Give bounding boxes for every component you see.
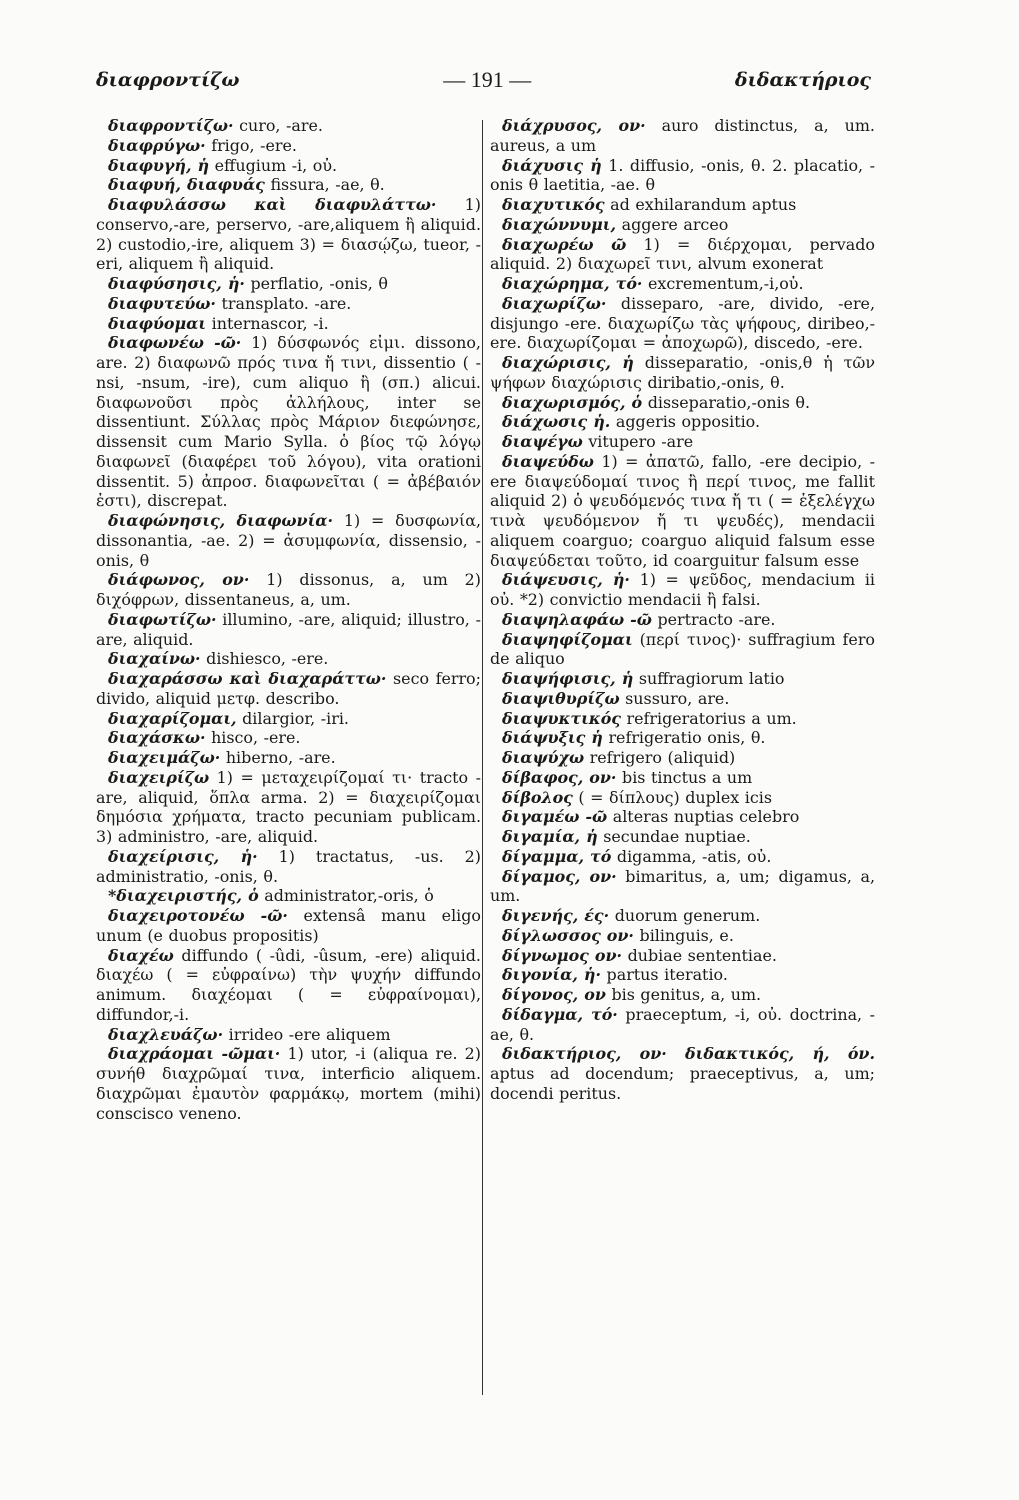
entry-translation: ad exhilarandum aptus xyxy=(610,195,797,214)
entry-headword: διαχάσκω· xyxy=(108,728,206,748)
entry-translation: duorum generum. xyxy=(614,906,761,925)
entry-headword: διαχειροτονέω -ῶ· xyxy=(108,906,288,925)
dictionary-entry xyxy=(490,294,875,353)
entry-translation: praeceptum, -i, οὐ. doctrina, -ae, θ. xyxy=(490,1004,875,1044)
dictionary-entry xyxy=(96,748,481,768)
dictionary-entry xyxy=(490,788,875,808)
entry-translation: bilinguis, e. xyxy=(639,925,734,945)
entry-headword: δίγλωσσος ον· xyxy=(502,925,634,945)
entry-translation: secundae nuptiae. xyxy=(603,827,751,846)
entry-translation: alteras nuptias celebro xyxy=(612,807,800,827)
dictionary-entry xyxy=(490,748,875,768)
entry-headword: διγονία, ἡ· xyxy=(502,965,601,985)
entry-headword: διαχαρίζομαι, xyxy=(108,708,237,728)
entry-translation: aptus ad docendum; praeceptivus, a, um; docendi peritus. xyxy=(490,1064,875,1103)
dictionary-entry xyxy=(490,215,875,235)
entry-translation: bimaritus, a, um; digamus, a, um. xyxy=(490,866,876,906)
entry-translation: refrigeratorius a um. xyxy=(626,708,797,728)
dictionary-entry xyxy=(490,353,875,393)
entry-translation: extensâ manu eligo unum (e duobus propositis) xyxy=(96,906,481,945)
entry-headword: διγαμία, ἡ xyxy=(502,827,598,846)
dictionary-entry xyxy=(490,630,875,670)
dictionary-entry xyxy=(490,610,875,630)
entry-translation: illumino, -are, aliquid; illustro, -are, aliquid. xyxy=(96,609,481,649)
dictionary-entry xyxy=(490,709,875,729)
entry-translation: vitupero -are xyxy=(588,432,694,451)
entry-translation: suffragiorum latio xyxy=(638,669,785,688)
dictionary-entry xyxy=(490,570,875,610)
dictionary-entry xyxy=(490,1005,875,1045)
entry-translation: 1) conservo,-are, perservo, -are,aliquem ἢ aliquid. 2) custodio,-ire, aliquem 3) = διασῴζω, tueor, -eri, aliquem ἢ aliquid. xyxy=(96,195,481,274)
entry-translation: refrigero (aliquid) xyxy=(589,748,736,767)
entry-translation: bis tinctus a um xyxy=(622,767,753,787)
dictionary-entry xyxy=(490,926,875,946)
entry-translation: disseparo, -are, divido, -ere, disjungo -ere. διαχωρίζω τὰς ψήφους, diribeo,-ere. διαχωρίζομαι = ἀποχωρῶ), discedo, -ere. xyxy=(490,293,875,353)
dictionary-entry xyxy=(490,827,875,847)
entry-headword: διαψυκτικός xyxy=(502,708,621,728)
entry-translation: perflatio, -onis, θ xyxy=(250,274,388,293)
dictionary-entry xyxy=(490,116,875,156)
entry-translation: curo, -are. xyxy=(239,116,323,135)
dictionary-entry xyxy=(96,314,481,334)
entry-translation: dubiae sententiae. xyxy=(627,945,777,965)
entry-headword: διαφύσησις, ἡ· xyxy=(108,274,245,293)
entry-translation: sussuro, are. xyxy=(625,688,730,708)
entry-translation: hisco, -ere. xyxy=(211,728,301,748)
dictionary-entry xyxy=(490,847,875,867)
entry-translation: bis genitus, a, um. xyxy=(611,985,762,1004)
dictionary-entry xyxy=(490,669,875,689)
entry-headword: διαφώνησις, διαφωνία· xyxy=(108,511,334,530)
dictionary-entry xyxy=(490,689,875,709)
dictionary-entry xyxy=(96,709,481,729)
dictionary-entry xyxy=(96,1025,481,1045)
entry-translation: diffundo ( -ûdi, -ûsum, -ere) aliquid. διαχέω ( = εὐφραίνω) τὴν ψυχήν diffundo animum. διαχέομαι ( = εὐφραίνομαι), diffundor,-i. xyxy=(96,945,481,1024)
page-number: — 191 — xyxy=(443,67,532,92)
entry-headword: διαχειμάζω· xyxy=(108,748,221,767)
entry-headword: διαχειρίζω xyxy=(108,767,210,787)
header-right-guideword: διδακτήριος xyxy=(734,69,871,91)
entry-translation: 1. diffusio, -onis, θ. 2. placatio, -onis θ laetitia, -ae. θ xyxy=(490,155,875,195)
entry-translation: fissura, -ae, θ. xyxy=(270,175,385,195)
entry-translation: effugium -i, οὐ. xyxy=(214,155,338,175)
dictionary-entry xyxy=(96,175,481,195)
entry-headword: διαφυλάσσω καὶ διαφυλάττω· xyxy=(108,195,437,214)
entry-translation: irrideo -ere aliquem xyxy=(228,1024,391,1044)
dictionary-entry xyxy=(96,195,481,274)
entry-translation: disseparatio, -onis,θ ἡ τῶν ψήφων διαχώρισις diribatio,-onis, θ. xyxy=(490,353,875,392)
entry-headword: διγαμέω -ῶ xyxy=(502,807,608,827)
entry-translation: refrigeratio onis, θ. xyxy=(608,728,766,748)
entry-headword: διαψηφίζομαι xyxy=(502,629,633,649)
entry-headword: διαχώρισις, ἡ xyxy=(502,353,634,372)
entry-headword: διαφροντίζω· xyxy=(108,116,234,135)
entry-headword: διάψυξις ἡ xyxy=(502,728,603,748)
dictionary-entry xyxy=(96,847,481,887)
entry-headword: διαχαράσσω καὶ διαχαράττω· xyxy=(108,669,387,688)
entry-translation: pertracto -are. xyxy=(657,609,776,629)
entry-headword: διαφύομαι xyxy=(108,313,207,333)
dictionary-entry xyxy=(490,768,875,788)
entry-translation: excrementum,-i,οὐ. xyxy=(648,274,804,293)
dictionary-entry xyxy=(490,728,875,748)
dictionary-entry xyxy=(96,116,481,136)
dictionary-entry xyxy=(490,432,875,452)
dictionary-entry xyxy=(96,946,481,1025)
entry-headword: διαχράομαι -ῶμαι· xyxy=(108,1044,281,1064)
entry-translation: digamma, -atis, οὐ. xyxy=(616,846,772,866)
entry-headword: δίγαμμα, τό xyxy=(502,846,612,866)
entry-headword: διαψύχω xyxy=(502,748,585,767)
entry-translation: 1) = ψεῦδος, mendacium ii οὐ. *2) convictio mendacii ἢ falsi. xyxy=(490,570,875,609)
entry-translation: 1) δύσφωνός εἰμι. dissono, are. 2) διαφωνῶ πρός τινα ἤ τινι, dissentio ( -nsi, -nsum, -ire), cum aliquo ἢ (σπ.) alicui. διαφωνοῦσι πρὸς ἀλλήλους, inter se dissentiunt. Σύλλας πρὸς Μάριον διεφώνησε, dissensit cum Mario Sylla. ὁ βίος τῷ λόγῳ διαφωνεῖ (διαφέρει τοῦ λόγου), vita orationi dissentit. 5) ἀπροσ. διαφωνεῖται ( = ἀβέβαιόν ἐστι), discrepat. xyxy=(96,333,481,511)
dictionary-entry xyxy=(96,768,481,847)
entry-headword: δίγνωμος ον· xyxy=(502,945,623,965)
entry-headword: δίγαμος, ον· xyxy=(502,866,617,886)
entry-headword: διάχρυσος, ον· xyxy=(502,116,646,135)
entry-translation: 1) = δυσφωνία, dissonantia, -ae. 2) = ἀσυμφωνία, dissensio, -onis, θ xyxy=(96,511,481,570)
entry-translation: partus iteratio. xyxy=(606,965,728,985)
entry-headword: διαφυγή, ἡ xyxy=(108,155,210,175)
dictionary-entry xyxy=(96,156,481,176)
entry-headword: διαψηλαφάω -ῶ xyxy=(502,609,652,629)
entry-headword: διάχυσις ἡ xyxy=(502,155,602,175)
dictionary-entry xyxy=(96,333,481,511)
entry-headword: διαχώννυμι, xyxy=(502,214,617,234)
entry-headword: διδακτήριος, ον· διδακτικός, ή, όν. xyxy=(502,1044,875,1064)
dictionary-entry xyxy=(96,294,481,314)
dictionary-entry xyxy=(96,649,481,669)
dictionary-entry xyxy=(490,412,875,432)
dictionary-entry xyxy=(96,886,481,906)
entry-headword: διαχυτικός xyxy=(502,195,605,214)
entry-headword: διαχαίνω· xyxy=(108,649,201,669)
dictionary-entry xyxy=(490,1044,875,1103)
entry-translation: 1) = μεταχειρίζομαί τι· tracto -are, aliquid, ὅπλα arma. 2) = διαχειρίζομαι δημόσια χρήματα, tracto pecuniam publicam. 3) administro, -are, aliquid. xyxy=(96,767,481,846)
entry-translation: dishiesco, -ere. xyxy=(206,649,329,669)
entry-headword: διαχωρέω ῶ xyxy=(502,234,627,254)
entry-headword: διαφωτίζω· xyxy=(108,609,217,629)
dictionary-entry xyxy=(490,274,875,294)
dictionary-entry xyxy=(96,728,481,748)
dictionary-entry xyxy=(490,906,875,926)
dictionary-entry xyxy=(490,965,875,985)
dictionary-entry xyxy=(96,511,481,570)
entry-headword: δίβολος xyxy=(502,787,573,807)
entry-headword: δίγονος, ον xyxy=(502,985,606,1004)
dictionary-entry xyxy=(490,807,875,827)
dictionary-entry xyxy=(490,867,875,907)
dictionary-entry xyxy=(490,393,875,413)
entry-headword: διάφωνος, ον· xyxy=(108,570,250,590)
dictionary-entry xyxy=(490,235,875,275)
entry-headword: διαψιθυρίζω xyxy=(502,688,620,708)
entry-headword: διαφρύγω· xyxy=(108,135,206,155)
entry-translation: hiberno, -are. xyxy=(225,748,336,767)
dictionary-entry xyxy=(96,610,481,650)
page-header xyxy=(96,62,871,98)
entry-translation: seco ferro; divido, aliquid μετφ. describo. xyxy=(96,669,481,708)
right-column xyxy=(490,116,875,1104)
entry-translation: 1) dissonus, a, um 2) διχόφρων, dissentaneus, a, um. xyxy=(96,570,481,609)
entry-headword: διγενής, ές· xyxy=(502,906,610,925)
entry-translation: transplato. -are. xyxy=(221,293,352,313)
dictionary-entry xyxy=(96,906,481,946)
entry-headword: διαψήφισις, ἡ xyxy=(502,669,634,688)
entry-headword: διαχλευάζω· xyxy=(108,1024,224,1044)
entry-headword: διαχωρίζω· xyxy=(502,293,607,313)
entry-translation: ( = δίπλους) duplex icis xyxy=(578,787,773,807)
entry-headword: διαφυτεύω· xyxy=(108,293,216,313)
entry-headword: δίδαγμα, τό· xyxy=(502,1004,618,1024)
entry-headword: δίβαφος, ον· xyxy=(502,767,617,787)
entry-translation: internascor, -i. xyxy=(211,313,329,333)
entry-headword: διαφωνέω -ῶ· xyxy=(108,333,242,353)
entry-translation: dilargior, -iri. xyxy=(242,708,349,728)
dictionary-entry xyxy=(490,195,875,215)
dictionary-entry xyxy=(490,156,875,196)
dictionary-entry xyxy=(490,452,875,571)
dictionary-entry xyxy=(96,570,481,610)
entry-headword: διαχώρημα, τό· xyxy=(502,274,643,293)
left-column xyxy=(96,116,481,1123)
dictionary-entry xyxy=(490,946,875,966)
entry-headword: διάψευσις, ἡ· xyxy=(502,570,630,590)
entry-translation: 1) utor, -i (aliqua re. 2) συνήθ διαχρῶμαί τινα, interficio aliquem. διαχρῶμαι ἐμαυτὸν φαρμάκῳ, mortem (mihi) conscisco veneno. xyxy=(96,1044,481,1123)
entry-translation: 1) = διέρχομαι, pervado aliquid. 2) διαχωρεῖ τινι, alvum exonerat xyxy=(490,234,875,274)
entry-headword: διαχείρισις, ἡ· xyxy=(108,846,258,866)
entry-translation: aggeris oppositio. xyxy=(615,412,761,432)
entry-translation: (περί τινος)· suffragium fero de aliquo xyxy=(490,629,875,669)
entry-headword: διαψεύδω xyxy=(502,451,594,471)
entry-headword: διαψέγω xyxy=(502,432,583,451)
entry-headword: διαχέω xyxy=(108,945,174,965)
dictionary-entry xyxy=(96,136,481,156)
column-divider xyxy=(482,120,483,1395)
dictionary-entry xyxy=(96,274,481,294)
dictionary-entry xyxy=(96,1044,481,1123)
header-left-guideword: διαφροντίζω xyxy=(96,69,240,91)
entry-translation: aggere arceo xyxy=(621,214,729,234)
entry-headword: *διαχειριστής, ὁ xyxy=(108,886,259,906)
entry-translation: administrator,-oris, ὁ xyxy=(264,886,434,906)
entry-headword: διαχωρισμός, ὁ xyxy=(502,392,643,412)
entry-headword: διαφυή, διαφυάς xyxy=(108,175,265,195)
entry-translation: 1) tractatus, -us. 2) administratio, -onis, θ. xyxy=(96,846,481,886)
dictionary-entry xyxy=(490,985,875,1005)
entry-translation: auro distinctus, a, um. aureus, a um xyxy=(490,116,875,155)
entry-translation: 1) = ἀπατῶ, fallo, -ere decipio, -ere διαψεύδομαί τινος ἢ περί τινος, me fallit aliquid 2) ὁ ψευδόμενός τινα ἤ τι ( = ἐξελέγχω τινὰ ψευδόμενον ἤ τι ψευδές), mendacii aliquem coarguo; coarguo aliquid falsum esse διαψεύδεται τοῦτο, id coarguitur falsum esse xyxy=(490,451,875,570)
entry-headword: διάχωσις ἡ. xyxy=(502,412,611,432)
dictionary-entry xyxy=(96,669,481,709)
entry-translation: disseparatio,-onis θ. xyxy=(647,392,811,412)
entry-translation: frigo, -ere. xyxy=(211,135,297,155)
